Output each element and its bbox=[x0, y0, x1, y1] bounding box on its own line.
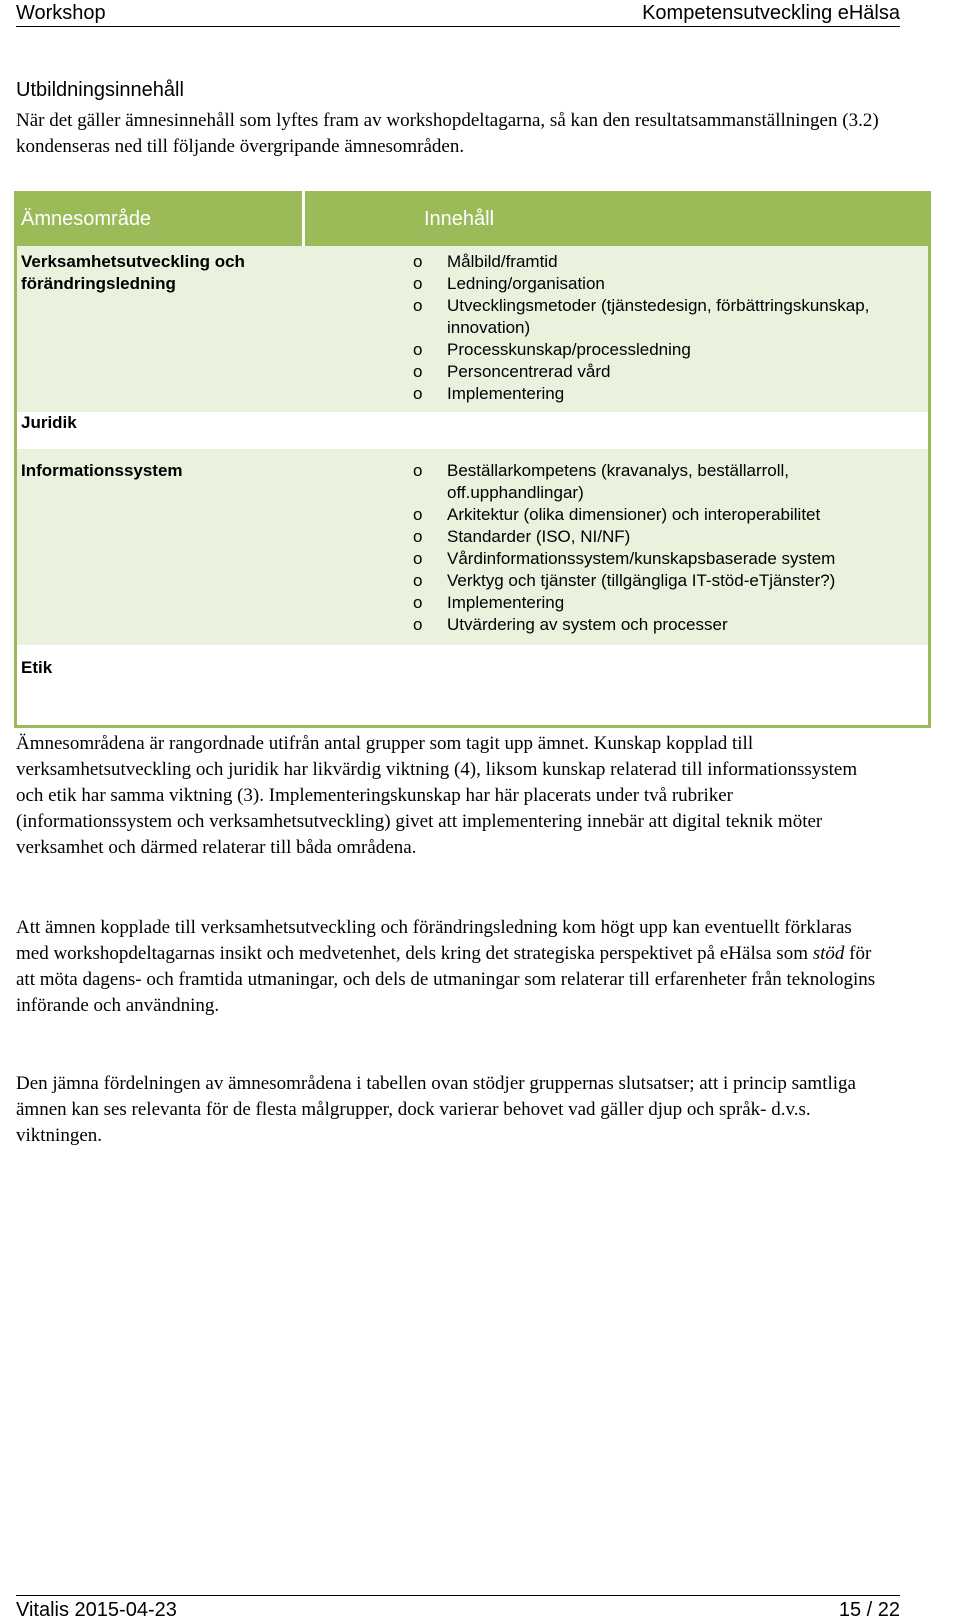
row-category: Verksamhetsutveckling och förändringsledning bbox=[21, 252, 245, 293]
list-item: o Utvecklingsmetoder (tjänstedesign, förbättringskunskap, innovation) bbox=[413, 296, 870, 337]
header-left: Workshop bbox=[16, 2, 106, 24]
header-topic: Ämnesområde bbox=[21, 208, 152, 230]
footer-left: Vitalis 2015-04-23 bbox=[16, 1599, 177, 1621]
page-footer bbox=[16, 1595, 900, 1623]
list-item: o Vårdinformationssystem/kunskapsbaserade system bbox=[413, 549, 836, 568]
list-item: o Utvärdering av system och processer bbox=[413, 615, 728, 634]
row-items bbox=[413, 460, 883, 636]
list-item: o Arkitektur (olika dimensioner) och interoperabilitet bbox=[413, 505, 821, 524]
list-item: o Implementering bbox=[413, 593, 565, 612]
row-items bbox=[413, 251, 883, 405]
paragraph: Att ämnen kopplade till verksamhetsutveckling och förändringsledning kom högt upp kan eventuellt förklaras med workshopdeltagarnas insikt och medvetenhet, dels kring det strategiska perspektivet på eHälsa som stöd för att möta dagens- och framtida utmaningar, och dels de utmaningar som relaterar till erfarenheter från teknologins införande och användning. bbox=[16, 917, 876, 1016]
list-item: o Processkunskap/processledning bbox=[413, 340, 691, 359]
table-row bbox=[17, 449, 928, 645]
table-row bbox=[17, 246, 928, 412]
table-row bbox=[17, 645, 928, 725]
list-item: o Standarder (ISO, NI/NF) bbox=[413, 527, 631, 546]
intro-paragraph: När det gäller ämnesinnehåll som lyftes fram av workshopdeltagarna, så kan den resultatsammanställningen (3.2) kondenseras ned till följande övergripande ämnesområden. bbox=[16, 110, 879, 157]
list-item: o Ledning/organisation bbox=[413, 274, 605, 293]
row-category: Juridik bbox=[21, 413, 77, 432]
page-number: 15 / 22 bbox=[838, 1599, 900, 1621]
section-title: Utbildningsinnehåll bbox=[16, 79, 184, 101]
row-category: Etik bbox=[21, 658, 53, 677]
table-header bbox=[17, 191, 928, 246]
list-item: o Personcentrerad vård bbox=[413, 362, 611, 381]
paragraph: Den jämna fördelningen av ämnesområdena i tabellen ovan stödjer gruppernas slutsatser; att i princip samtliga ämnen kan ses relevanta för de flesta målgrupper, dock varierar behovet vad gäller djup och språk- d.v.s. viktningen. bbox=[16, 1073, 856, 1146]
header-content: Innehåll bbox=[424, 208, 495, 230]
list-item: o Målbild/framtid bbox=[413, 252, 558, 271]
row-category: Informationssystem bbox=[21, 461, 183, 480]
header-right: Kompetensutveckling eHälsa bbox=[642, 2, 900, 24]
table-row bbox=[17, 412, 928, 449]
topic-table bbox=[14, 191, 931, 728]
paragraph: Ämnesområdena är rangordnade utifrån antal grupper som tagit upp ämnet. Kunskap kopplad till verksamhetsutveckling och juridik har likvärdig viktning (4), liksom kunskap relaterad till informationssystem och etik har samma viktning (3). Implementeringskunskap har här placerats under två rubriker (informationssystem och verksamhetsutveckling) givet att implementering innebär att digital teknik möter verksamhet och därmed relaterar till båda områdena. bbox=[16, 733, 858, 858]
page-header bbox=[16, 0, 900, 27]
list-item: o Beställarkompetens (kravanalys, beställarroll, off.upphandlingar) bbox=[413, 461, 790, 502]
list-item: o Implementering bbox=[413, 384, 565, 403]
header-divider bbox=[302, 191, 305, 246]
list-item: o Verktyg och tjänster (tillgängliga IT-stöd-eTjänster?) bbox=[413, 571, 836, 590]
